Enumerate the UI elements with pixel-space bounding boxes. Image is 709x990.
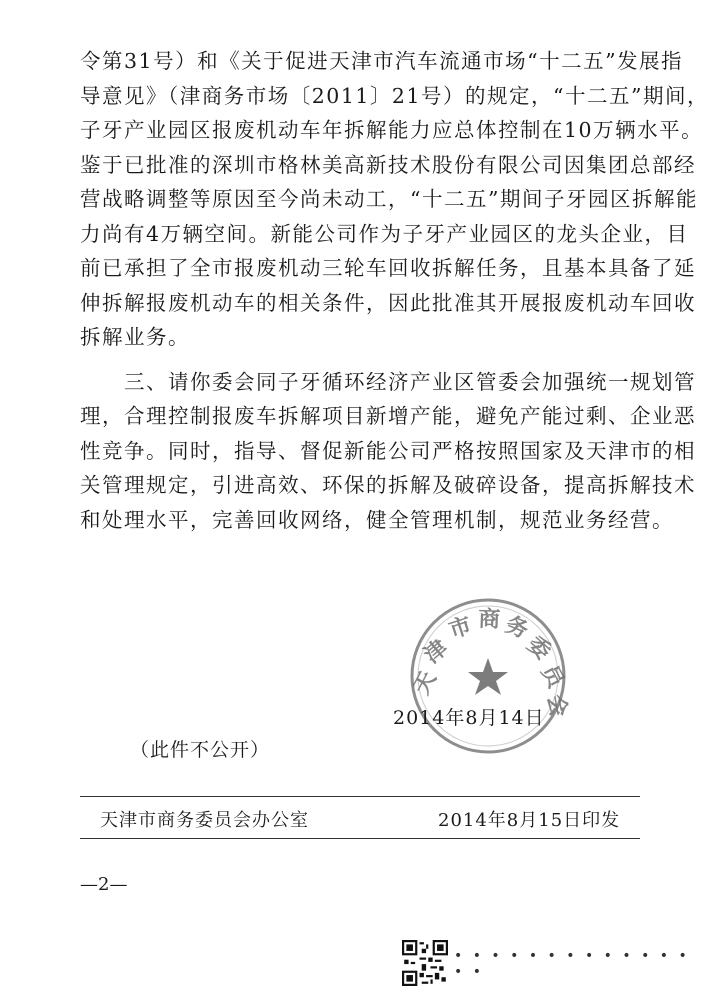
body-line: 子牙产业园区报废机动车年拆解能力应总体控制在10万辆水平。 [80,118,704,142]
body-line: 和处理水平，完善回收网络，健全管理机制，规范业务经营。 [80,507,674,532]
body-text [80,44,709,537]
svg-text:会: 会 [542,692,572,719]
svg-text:务: 务 [501,611,532,644]
issuing-office: 天津市商务委员会办公室 [100,810,309,831]
body-line: 拆解业务。 [80,325,190,349]
body-line: 导意见》（津商务市场〔2011〕21号）的规定，“十二五”期间， [80,83,709,108]
body-line: 令第31号）和《关于促进天津市汽车流通市场“十二五”发展指 [80,49,684,73]
body-line: 伸拆解报废机动车的相关条件，因此批准其开展报废机动车回收 [80,290,696,315]
official-seal-stamp [408,596,572,756]
svg-text:员: 员 [535,660,569,693]
page-number: —2— [80,874,128,895]
dotted-rule: • • • • • • • • • • • • • • • [454,948,690,980]
svg-text:天: 天 [408,667,442,699]
body-line: 理，合理控制报废车拆解项目新增产能，避免产能过剩、企业恶 [80,404,696,428]
not-public-note: （此件不公开） [130,739,271,761]
footer-bottom-rule [80,838,640,839]
body-line: 关管理规定，引进高效、环保的拆解及破碎设备，提高拆解技术 [80,473,696,497]
svg-text:市: 市 [445,612,475,644]
body-line: 营战略调整等原因至今尚未动工，“十二五”期间子牙园区拆解能 [80,187,698,211]
qr-code-icon [402,940,448,986]
body-line: 前已承担了全市报废机动三轮车回收拆解任务，且基本具备了延 [80,256,696,280]
body-line: 性竞争。同时，指导、督促新能公司严格按照国家及天津市的相 [80,438,696,463]
signature-date: 2014年8月14日 [393,707,545,729]
svg-text:津: 津 [419,634,453,669]
body-line: 三、请你委会同子牙循环经济产业区管委会加强统一规划管 [80,369,696,394]
svg-text:商: 商 [477,606,501,633]
svg-text:委: 委 [521,631,556,666]
footer-top-rule [80,796,640,797]
body-line: 力尚有4万辆空间。新能公司作为子牙产业园区的龙头企业，目 [80,221,689,246]
print-date: 2014年8月15日印发 [438,810,621,831]
body-line: 鉴于已批准的深圳市格林美高新技术股份有限公司因集团总部经 [80,152,696,177]
